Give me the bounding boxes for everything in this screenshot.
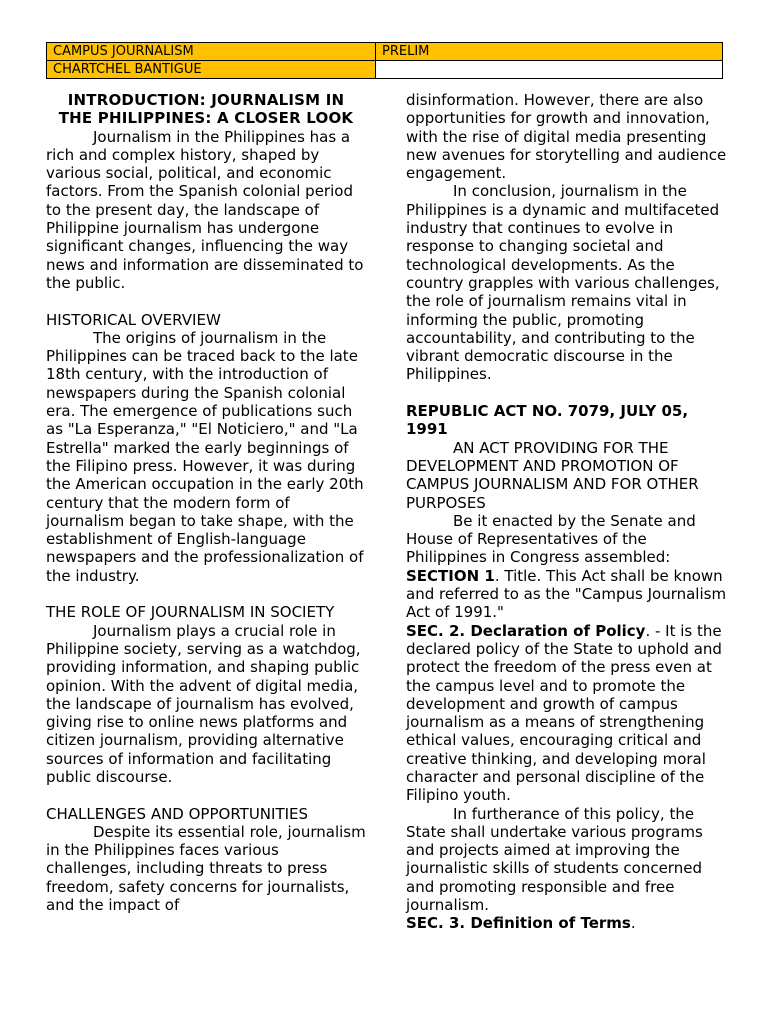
role-heading: THE ROLE OF JOURNALISM IN SOCIETY <box>46 603 335 622</box>
republic-act-heading: REPUBLIC ACT NO. 7079, JULY 05, 1991 <box>406 402 689 439</box>
act-title-paragraph: AN ACT PROVIDING FOR THE DEVELOPMENT AND PROMOTION OF CAMPUS JOURNALISM AND FOR OTHER PURPOSES <box>406 438 699 512</box>
section-2-paragraph <box>406 622 728 805</box>
intro-paragraph: Journalism in the Philippines has a rich and complex history, shaped by various social, political, and economic factors. From the Spanish colonial period to the present day, the landscape of Philippine journalism has undergone significant changes, influencing the way news and information are disseminated to the public. <box>46 127 364 292</box>
subject-cell: CAMPUS JOURNALISM <box>47 43 376 61</box>
section-3-label: SEC. 3. Definition of Terms <box>406 914 631 933</box>
section-2-label: SEC. 2. Declaration of Policy <box>406 621 646 640</box>
section-2-text: . - It is the declared policy of the State to uphold and protect the freedom of the press even at the campus level and to promote the development and growth of campus journalism as a means of strengthening ethical values, encouraging critical and creative thinking, and developing moral character and personal discipline of the Filipino youth. <box>406 621 722 805</box>
blank-cell <box>376 61 723 79</box>
furtherance-paragraph: In furtherance of this policy, the State shall undertake various programs and projects aimed at improving the journalistic skills of students concerned and promoting responsible and free journalism. <box>406 804 703 915</box>
historical-overview-paragraph: The origins of journalism in the Philippines can be traced back to the late 18th century, with the introduction of newspapers during the Spanish colonial era. The emergence of publications such as "La Esperanza," "El Noticiero," and "La Estrella" marked the early beginnings of the Filipino press. However, it was during the American occupation in the early 20th century that the modern form of journalism began to take shape, with the establishment of English-language newspapers and the professionalization of the industry. <box>46 328 364 585</box>
challenges-paragraph: Despite its essential role, journalism in the Philippines faces various challenges, including threats to press freedom, safety concerns for journalists, and the impact of <box>46 822 366 915</box>
role-paragraph: Journalism plays a crucial role in Philippine society, serving as a watchdog, providing information, and shaping public opinion. With the advent of digital media, the landscape of journalism has evolved, giving rise to online news platforms and citizen journalism, providing alternative sources of information and facilitating public discourse. <box>46 621 361 786</box>
article-title-line-2: THE PHILIPPINES: A CLOSER LOOK <box>58 109 354 128</box>
section-1-text: . Title. This Act shall be known and referred to as the "Campus Journalism Act of 1991." <box>406 566 727 622</box>
challenges-heading: CHALLENGES AND OPPORTUNITIES <box>46 804 309 823</box>
section-1-label: SECTION 1 <box>406 566 495 585</box>
section-3-paragraph <box>406 914 728 932</box>
header-table <box>46 42 723 79</box>
right-column <box>406 91 728 933</box>
enacting-clause-paragraph: Be it enacted by the Senate and House of Representatives of the Philippines in Congress assembled: <box>406 511 696 567</box>
term-cell: PRELIM <box>376 43 723 61</box>
left-column <box>46 91 366 914</box>
section-1-paragraph <box>406 567 728 622</box>
author-cell: CHARTCHEL BANTIGUE <box>47 61 376 79</box>
article-title-line-1: INTRODUCTION: JOURNALISM IN <box>67 91 345 109</box>
conclusion-paragraph: In conclusion, journalism in the Philippines is a dynamic and multifaceted industry that continues to evolve in response to changing societal and technological developments. As the country grapples with various challenges, the role of journalism remains vital in informing the public, promoting accountability, and contributing to the vibrant democratic discourse in the Philippines. <box>406 182 720 384</box>
historical-overview-heading: HISTORICAL OVERVIEW <box>46 310 221 329</box>
section-3-text: . <box>630 914 636 933</box>
challenges-continued-paragraph: disinformation. However, there are also opportunities for growth and innovation, with the rise of digital media presenting new avenues for storytelling and audience engagement. <box>406 91 727 183</box>
